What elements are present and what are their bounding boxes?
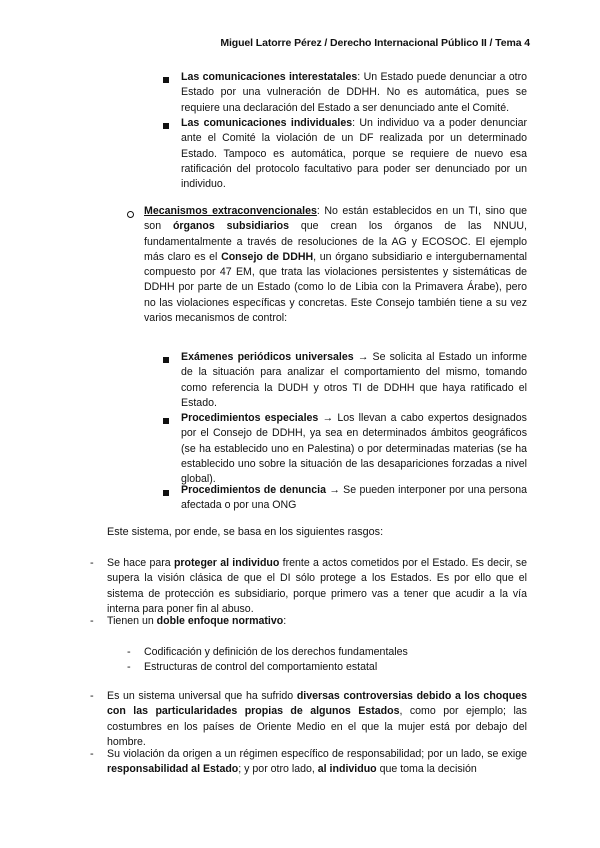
dash-bullet: - (127, 646, 131, 658)
list-item (181, 116, 527, 192)
dash-bullet: - (90, 748, 94, 760)
trait-term: proteger al individuo (173, 557, 280, 569)
trait-term: doble enfoque normativo (156, 615, 284, 627)
list-item (181, 70, 527, 116)
list-item-text: : Un individuo va a poder denunciar ante el Comité la violación de un DF realizada por un determinado Estado. Tampoco es automática, porque se requiere de nuevo esa ratificación del protocolo facultativo para poder ser denunciado por un individuo. (181, 117, 527, 191)
square-bullet-icon (163, 418, 169, 424)
trait-item: Es un sistema universal que ha sufrido diversas controversias debido a los choques con las particularidades propias de algunos Estados, como por ejemplo; las costumbres en los países de Oriente Medio en el que la mujer está por debajo del hombre. (107, 690, 527, 748)
dash-bullet: - (90, 557, 94, 569)
trait-item: Su violación da origen a un régimen específico de responsabilidad; por un lado, se exige responsabilidad al Estado; y por otro lado, al individuo que toma la decisión (107, 748, 527, 776)
list-item-term: Las comunicaciones interestatales (181, 71, 358, 83)
dash-bullet: - (90, 690, 94, 702)
list-item-text: → Se pueden interponer por una persona afectada o por una ONG (181, 484, 527, 512)
sub-item: Codificación y definición de los derechos fundamentales (144, 646, 408, 658)
square-bullet-icon (163, 77, 169, 83)
trait-term: al individuo (317, 763, 377, 776)
trait-item: Se hace para proteger al individuo frente a actos cometidos por el Estado. Es decir, se supera la visión clásica de que el DI sólo protege a los Estados. Es por ello que el sistema de protección es subsidiario, porque primero vas a tener que acudir a la vía interna para poner fin al abuso. (107, 557, 527, 615)
council-term: Consejo de DDHH (221, 250, 314, 263)
list-item (181, 483, 527, 514)
list-item (181, 411, 527, 487)
list-item-text: → Los llevan a cabo expertos designados por el Consejo de DDHH, ya sea en determinados ámbitos geográficos (se ha establecido uno en Palestina) o por determinadas materias (se ha establecido uno sobre la situación de las desapariciones forzadas a nivel global). (181, 412, 527, 486)
dash-bullet: - (127, 661, 131, 673)
list-item-text: → Se solicita al Estado un informe de la situación para analizar el comportamiento del mismo, tomando como referencia la DUDH y otros TI de DDHH que haya ratificado el Estado. (181, 351, 527, 409)
mechanisms-term: Mecanismos extraconvencionales (144, 205, 317, 217)
list-item-text: : Un Estado puede denunciar a otro Estado por una vulneración de DDHH. No es automática, pues se requiere una declaración del Estado a ser denunciado ante el Comité. (181, 71, 527, 114)
subsidiary-bodies-term: órganos subsidiarios (172, 220, 290, 233)
square-bullet-icon (163, 357, 169, 363)
square-bullet-icon (163, 490, 169, 496)
intro-line: Este sistema, por ende, se basa en los siguientes rasgos: (107, 526, 384, 538)
page-header: Miguel Latorre Pérez / Derecho Internacional Público II / Tema 4 (220, 37, 530, 49)
mechanisms-paragraph: Mecanismos extraconvencionales: No están establecidos en un TI, sino que son órganos subsidiarios que crean los órganos de las NNUU, fundamentalmente a través de resoluciones de la AG y ECOSOC. El ejemplo más claro es el Consejo de DDHH, un órgano subsidiario e intergubernamental compuesto por 47 EM, que trata las violaciones persistentes y sistemáticas de DDHH por parte de un Estado (como lo de Libia con la Primavera Árabe), pero no las violaciones específicas y concretas. Este Consejo también tiene a su vez varios mecanismos de control: (144, 205, 528, 325)
trait-term: diversas controversias debido a los choques con las particularidades propias de algunos Estados (107, 690, 527, 718)
square-bullet-icon (163, 123, 169, 129)
list-item-term: Exámenes periódicos universales (181, 351, 354, 363)
sub-item: Estructuras de control del comportamiento estatal (144, 661, 378, 673)
list-item-term: Las comunicaciones individuales (181, 117, 353, 129)
trait-item: Tienen un doble enfoque normativo: (107, 615, 287, 627)
list-item-term: Procedimientos de denuncia (181, 484, 326, 496)
list-item (181, 350, 527, 411)
list-item-term: Procedimientos especiales (181, 412, 319, 424)
dash-bullet: - (90, 615, 94, 627)
trait-term: responsabilidad al Estado (107, 763, 239, 776)
circle-bullet-icon (127, 211, 134, 218)
